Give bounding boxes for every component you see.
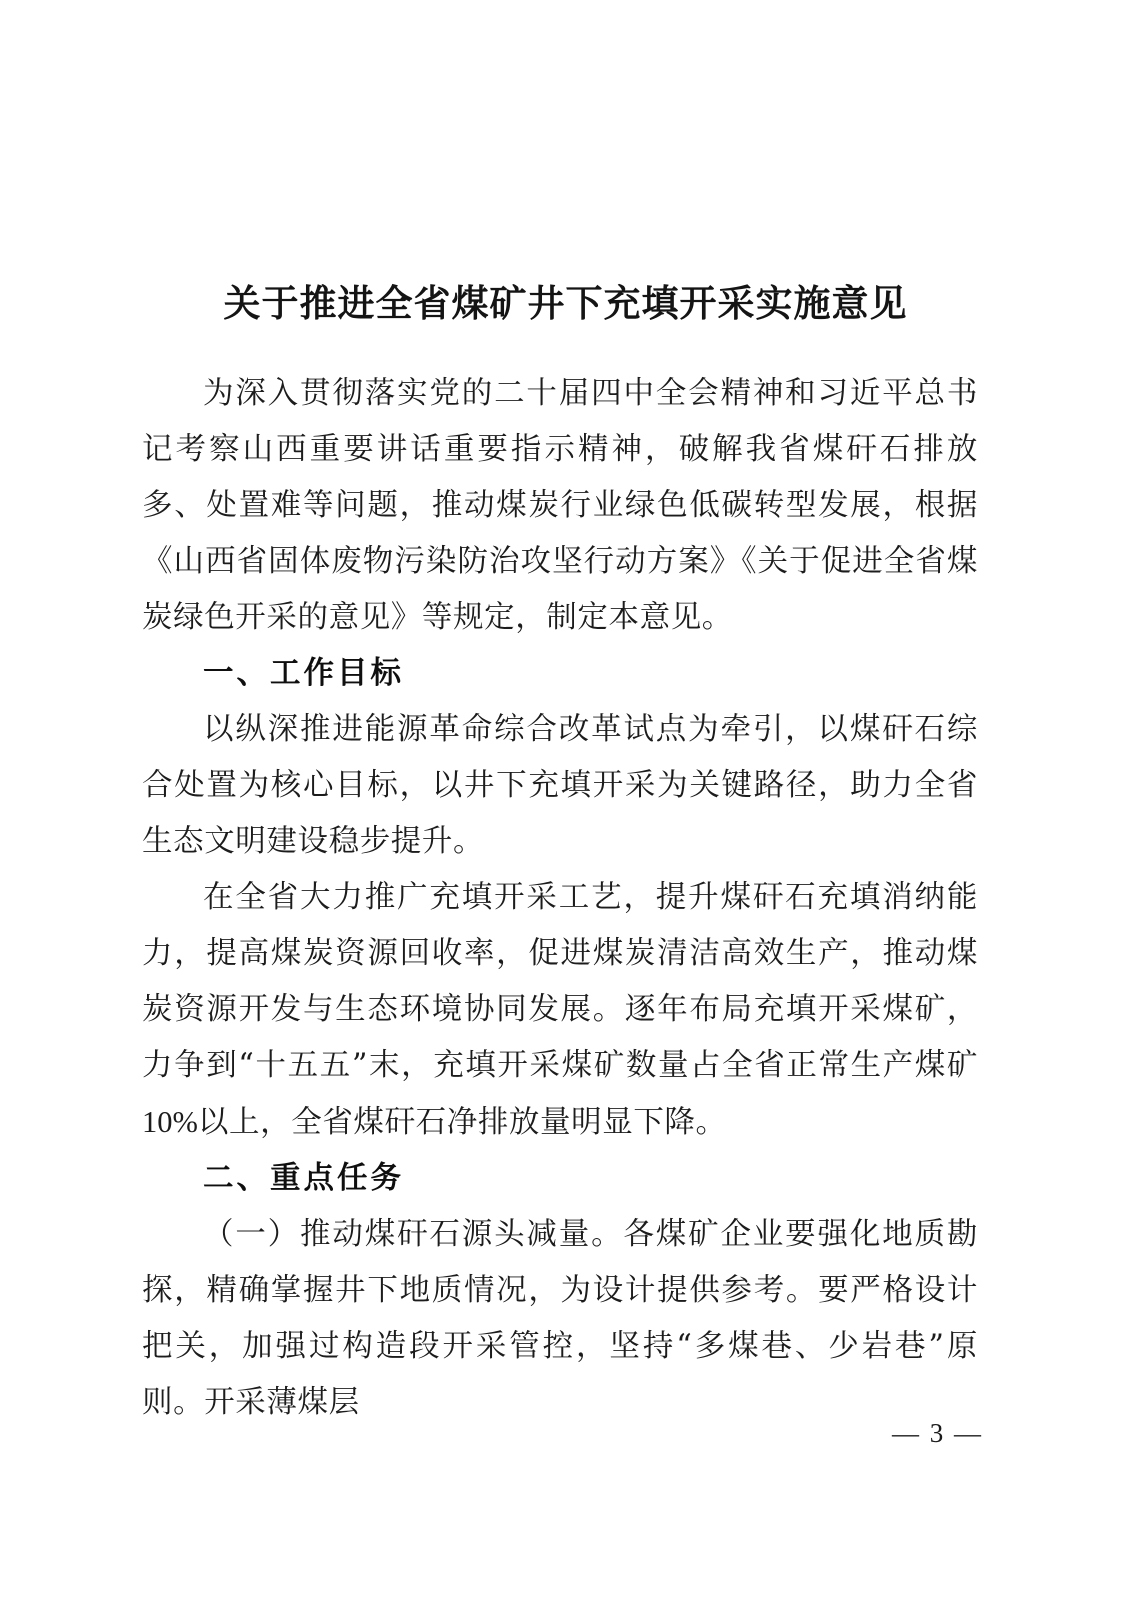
page-number: — 3 —: [892, 1418, 983, 1448]
target-percentage-value: 10%: [142, 1105, 198, 1139]
section-heading-one: 一、工作目标: [203, 656, 404, 691]
section-heading-two: 二、重点任务: [203, 1161, 404, 1196]
document-body: [142, 366, 978, 1431]
section-one-paragraph-2-text-a: 在全省大力推广充填开采工艺，提升煤矸石充填消纳能力，提高煤炭资源回收率，促进煤炭清洁高效生产，推动煤炭资源开发与生态环境协同发展。逐年布局充填开采煤矿，力争到“十五五”末，充填开采煤矿数量占全省正常生产煤矿: [142, 880, 978, 1083]
preamble-paragraph: 为深入贯彻落实党的二十届四中全会精神和习近平总书记考察山西重要讲话重要指示精神，破解我省煤矸石排放多、处置难等问题，推动煤炭行业绿色低碳转型发展，根据《山西省固体废物污染防治攻坚行动方案》《关于促进全省煤炭绿色开采的意见》等规定，制定本意见。: [142, 376, 978, 635]
section-one-paragraph-2: [142, 870, 978, 1151]
page-title: 关于推进全省煤矿井下充填开采实施意见: [223, 280, 908, 325]
section-one-paragraph-2-text-b: 以上，全省煤矸石净排放量明显下降。: [197, 1105, 727, 1140]
section-two-paragraph-1: （一）推动煤矸石源头减量。各煤矿企业要强化地质勘探，精确掌握井下地质情况，为设计提供参考。要严格设计把关，加强过构造段开采管控，坚持“多煤巷、少岩巷”原则。开采薄煤层: [142, 1217, 978, 1420]
section-one-paragraph-1: 以纵深推进能源革命综合改革试点为牵引，以煤矸石综合处置为核心目标，以井下充填开采为关键路径，助力全省生态文明建设稳步提升。: [142, 712, 978, 859]
